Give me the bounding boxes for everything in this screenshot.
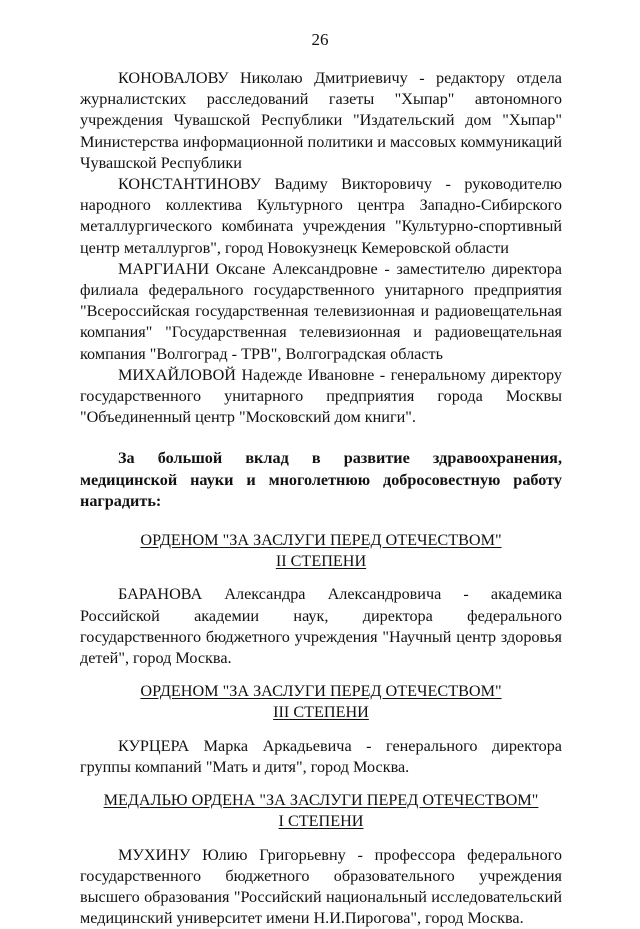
award-degree: III СТЕПЕНИ <box>80 702 562 723</box>
entry-margiani: МАРГИАНИ Оксане Александровне - заместителю директора филиала федерального государственного унитарного предприятия "Всероссийская государственная телевизионная и радиовещательная компания" "Государственная телевизионная и радиовещательная компания "Волгоград - ТРВ", Волгоградская область <box>80 259 562 365</box>
entry-konovalov: КОНОВАЛОВУ Николаю Дмитриевичу - редактору отдела журналистских расследований газеты "Хыпар" автономного учреждения Чувашской Республики "Издательский дом "Хыпар" Министерства информационной политики и массовых коммуникаций Чувашской Республики <box>80 68 562 174</box>
entry-konstantinov: КОНСТАНТИНОВУ Вадиму Викторовичу - руководителю народного коллектива Культурного центра Западно-Сибирского металлургического комбината учреждения "Культурно-спортивный центр металлургов", город Новокузнецк Кемеровской области <box>80 174 562 259</box>
document-body <box>80 68 562 929</box>
entry-baranov: БАРАНОВА Александра Александровича - академика Российской академии наук, директора федерального государственного бюджетного учреждения "Научный центр здоровья детей", город Москва. <box>80 584 562 669</box>
award-intro: За большой вклад в развитие здравоохранения, медицинской науки и многолетнюю добросовестную работу наградить: <box>80 448 562 512</box>
entry-mikhailova: МИХАЙЛОВОЙ Надежде Ивановне - генеральному директору государственного унитарного предприятия города Москвы "Объединенный центр "Московский дом книги". <box>80 365 562 429</box>
award-order-3rd-degree <box>80 681 562 723</box>
award-title: ОРДЕНОМ "ЗА ЗАСЛУГИ ПЕРЕД ОТЕЧЕСТВОМ" <box>80 530 562 551</box>
award-medal-1st-degree <box>80 790 562 832</box>
entry-mukhina: МУХИНУ Юлию Григорьевну - профессора федерального государственного бюджетного образовательного учреждения высшего образования "Российский национальный исследовательский медицинский университет имени Н.И.Пирогова", город Москва. <box>80 845 562 929</box>
page-number: 26 <box>0 30 640 50</box>
award-degree: II СТЕПЕНИ <box>80 551 562 572</box>
award-title: МЕДАЛЬЮ ОРДЕНА "ЗА ЗАСЛУГИ ПЕРЕД ОТЕЧЕСТВОМ" <box>80 790 562 811</box>
entry-kurtser: КУРЦЕРА Марка Аркадьевича - генерального директора группы компаний "Мать и дитя", город Москва. <box>80 736 562 778</box>
award-degree: I СТЕПЕНИ <box>80 811 562 832</box>
award-order-2nd-degree <box>80 530 562 572</box>
award-title: ОРДЕНОМ "ЗА ЗАСЛУГИ ПЕРЕД ОТЕЧЕСТВОМ" <box>80 681 562 702</box>
